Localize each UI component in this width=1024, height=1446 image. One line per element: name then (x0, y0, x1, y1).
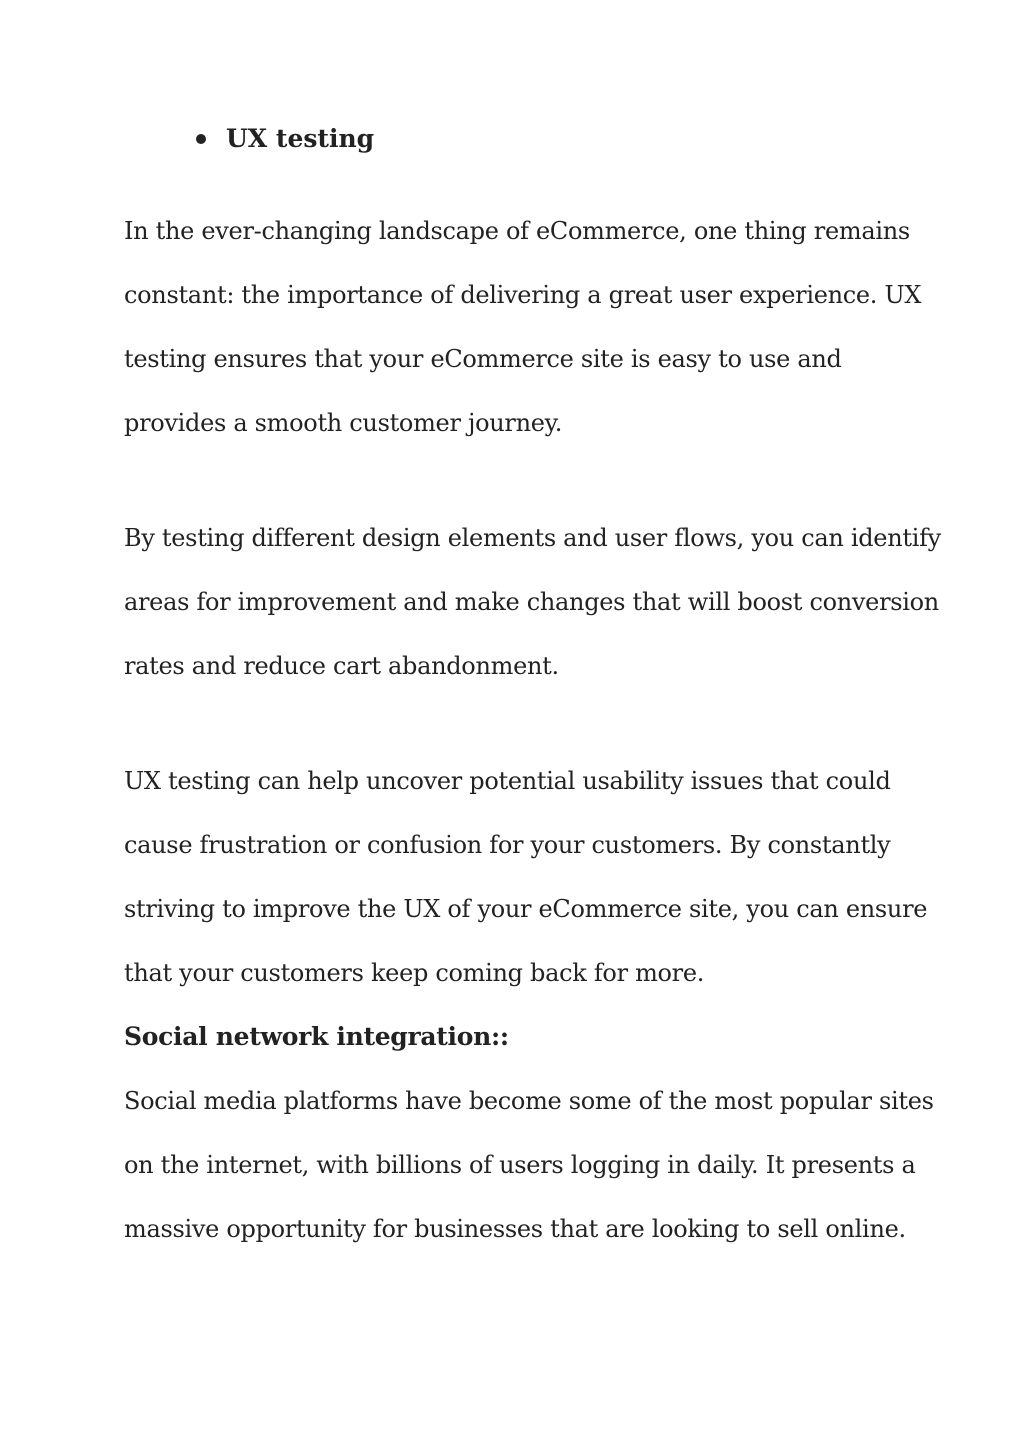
paragraph-line: In the ever-changing landscape of eCommerce, one thing remains (124, 217, 910, 245)
paragraph-line: that your customers keep coming back for more. (124, 959, 705, 987)
paragraph-line: massive opportunity for businesses that are looking to sell online. (124, 1215, 906, 1243)
subsection-heading: Social network integration:: (124, 1022, 509, 1051)
bullet-list-item (196, 122, 374, 156)
section-heading: UX testing (226, 124, 375, 153)
paragraph-line: rates and reduce cart abandonment. (124, 652, 559, 680)
paragraph-line: cause frustration or confusion for your customers. By constantly (124, 831, 891, 859)
paragraph-line: constant: the importance of delivering a great user experience. UX (124, 281, 922, 309)
paragraph-line: testing ensures that your eCommerce site is easy to use and (124, 345, 842, 373)
paragraph-line: UX testing can help uncover potential usability issues that could (124, 767, 891, 795)
paragraph-line: Social media platforms have become some of the most popular sites (124, 1087, 934, 1115)
paragraph-line: on the internet, with billions of users logging in daily. It presents a (124, 1151, 916, 1179)
bullet-icon (196, 134, 206, 144)
paragraph-line: striving to improve the UX of your eCommerce site, you can ensure (124, 895, 928, 923)
paragraph-line: provides a smooth customer journey. (124, 409, 563, 437)
paragraph-line: By testing different design elements and user flows, you can identify (124, 524, 941, 552)
paragraph-line: areas for improvement and make changes that will boost conversion (124, 588, 939, 616)
